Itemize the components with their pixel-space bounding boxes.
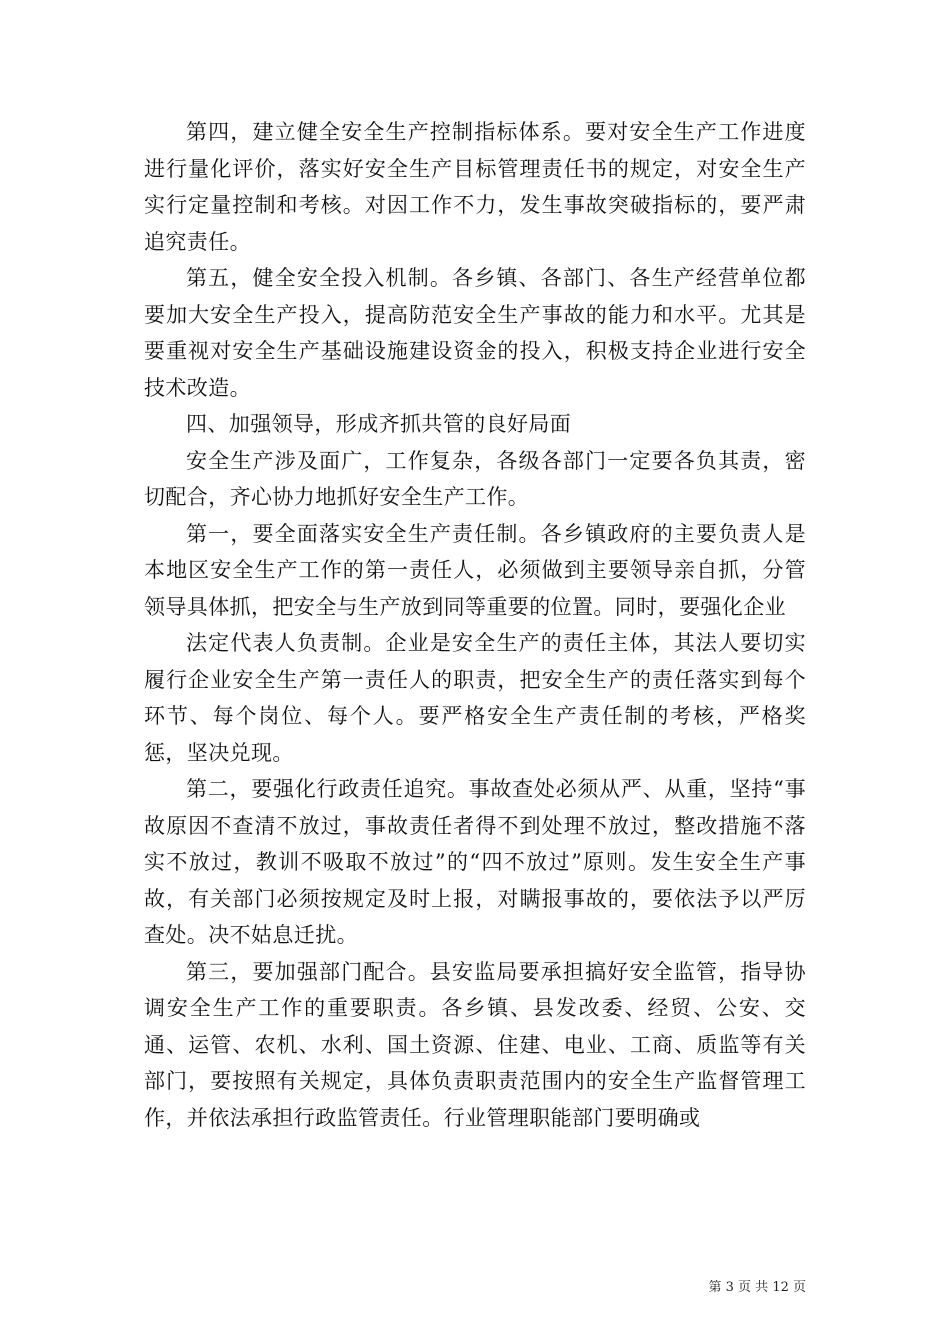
paragraph-item-2: 第二，要强化行政责任追究。事故查处必须从严、从重，坚持“事故原因不查清不放过，事故责任者得不到处理不放过，整改措施不落实不放过，教训不吸取不放过”的“四不放过”原则。发生安全生产事故，有关部门必须按规定及时上报，对瞒报事故的，要依法予以严厉查处。决不姑息迁扰。: [144, 777, 806, 947]
section-intro: 安全生产涉及面广，工作复杂，各级各部门一定要各负其责，密切配合，齐心协力地抓好安全生产工作。: [144, 448, 806, 509]
section-heading: 四、加强领导，形成齐抓共管的良好局面: [186, 412, 572, 436]
document-body: [144, 114, 806, 1136]
paragraph-item-5: 第五，健全安全投入机制。各乡镇、各部门、各生产经营单位都要加大安全生产投入，提高防范安全生产事故的能力和水平。尤其是要重视对安全生产基础设施建设资金的投入，积极支持企业进行安全技术改造。: [144, 266, 806, 400]
paragraph-item-1: 第一，要全面落实安全生产责任制。各乡镇政府的主要负责人是本地区安全生产工作的第一责任人，必须做到主要领导亲自抓，分管领导具体抓，把安全与生产放到同等重要的位置。同时，要强化企业: [144, 521, 806, 619]
paragraph-continuation: 法定代表人负责制。企业是安全生产的责任主体，其法人要切实履行企业安全生产第一责任人的职责，把安全生产的责任落实到每个环节、每个岗位、每个人。要严格安全生产责任制的考核，严格奖惩，坚决兑现。: [144, 631, 806, 765]
paragraph-item-4: 第四，建立健全安全生产控制指标体系。要对安全生产工作进度进行量化评价，落实好安全生产目标管理责任书的规定，对安全生产实行定量控制和考核。对因工作不力，发生事故突破指标的，要严肃追究责任。: [144, 120, 806, 254]
paragraph-item-3: 第三，要加强部门配合。县安监局要承担搞好安全监管，指导协调安全生产工作的重要职责。各乡镇、县发改委、经贸、公安、交通、运管、农机、水利、国土资源、住建、电业、工商、质监等有关部门，要按照有关规定，具体负责职责范围内的安全生产监督管理工作，并依法承担行政监管责任。行业管理职能部门要明确或: [144, 959, 806, 1130]
page-number: 第 3 页 共 12 页: [708, 1280, 806, 1295]
